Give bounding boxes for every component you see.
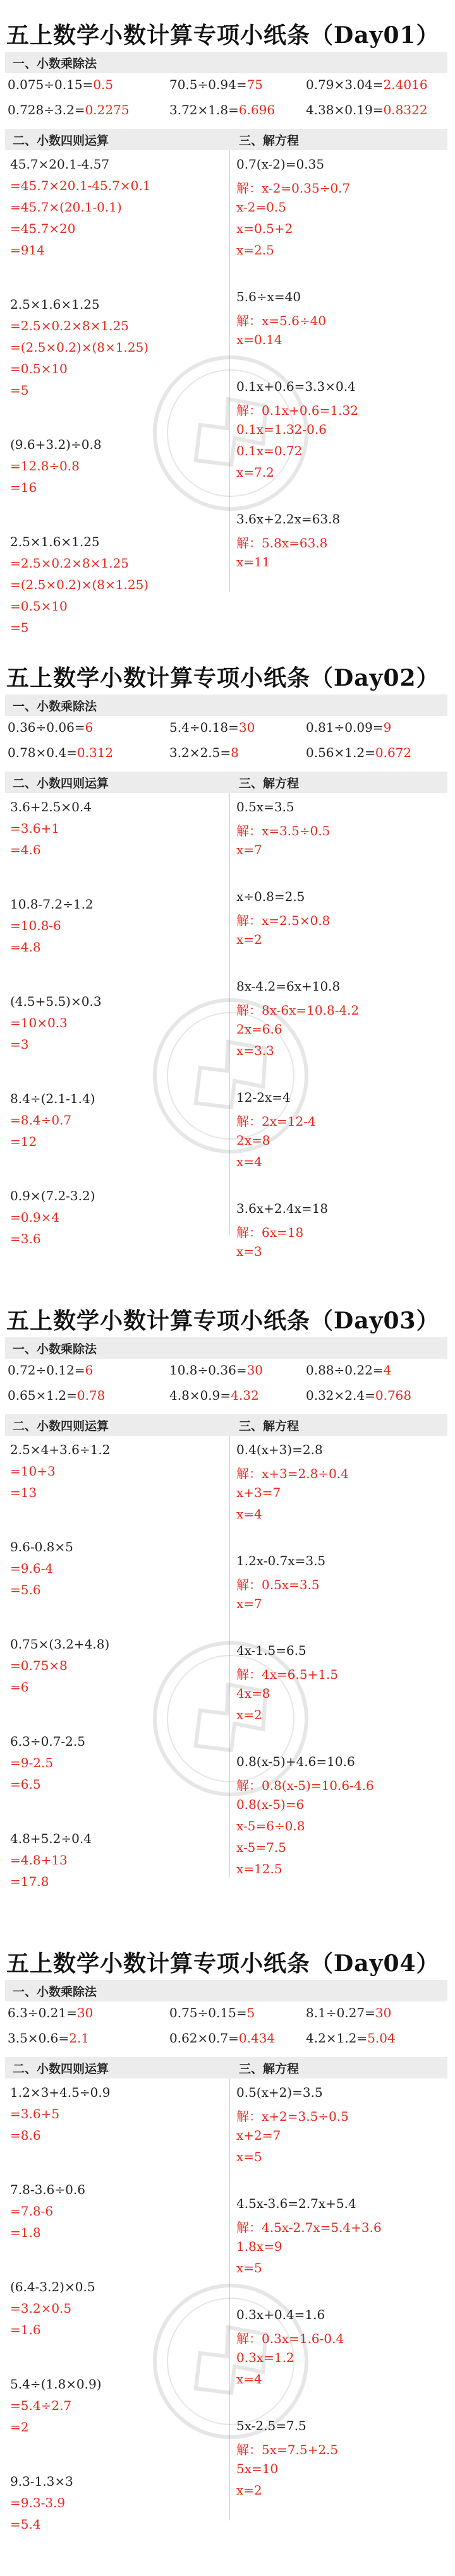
solution-step: x=4 xyxy=(236,1506,262,1522)
solution-step: =2 xyxy=(10,2419,29,2435)
solution-step: 解：x=3.5÷0.5 xyxy=(236,823,331,838)
solution-step: =10×0.3 xyxy=(10,1015,68,1030)
section-header-multiply-divide xyxy=(5,695,447,716)
solution-step: =4.8 xyxy=(10,939,41,955)
basic-problem xyxy=(8,77,113,92)
problem-text: 8.1÷0.27= xyxy=(306,2005,375,2020)
solution-step: x=5 xyxy=(236,2260,262,2275)
solution-step: x-5=6÷0.8 xyxy=(236,1818,305,1834)
problem-text: 0.1x+0.6=3.3×0.4 xyxy=(236,379,356,394)
solution-step: x-2=0.5 xyxy=(236,200,286,215)
solution-step: =9-2.5 xyxy=(10,1755,54,1770)
section-title: 一、小数乘除法 xyxy=(13,700,97,713)
solution-step: =45.7×(20.1-0.1) xyxy=(10,200,122,215)
problem-text: x÷0.8=2.5 xyxy=(236,889,305,904)
problem-answer: 0.434 xyxy=(238,2030,276,2046)
sheet-title: 五上数学小数计算专项小纸条（Day01） xyxy=(6,22,440,49)
sheet-title: 五上数学小数计算专项小纸条（Day04） xyxy=(6,1950,440,1977)
section-title: 二、小数四则运算 xyxy=(13,2062,109,2076)
section-title: 二、小数四则运算 xyxy=(13,134,109,148)
section-title: 三、解方程 xyxy=(239,2062,300,2076)
solution-step: 4x=8 xyxy=(236,1686,270,1701)
problem-answer: 4 xyxy=(383,1363,392,1378)
solution-step: =5 xyxy=(10,620,29,635)
sheet-title: 五上数学小数计算专项小纸条（Day03） xyxy=(6,1308,440,1334)
solution-step: 0.3x=1.2 xyxy=(236,2350,294,2365)
solution-step: =1.6 xyxy=(10,2322,41,2337)
problem-text: 9.3-1.3×3 xyxy=(10,2474,73,2489)
problem-text: 0.7(x-2)=0.35 xyxy=(236,157,325,172)
solution-step: =914 xyxy=(10,242,45,258)
problem-text: 0.4(x+3)=2.8 xyxy=(236,1442,323,1457)
solution-step: =45.7×20 xyxy=(10,221,76,236)
problem-text: 0.32×2.4= xyxy=(306,1388,375,1403)
solution-step: =6 xyxy=(10,1679,29,1695)
section-header-multiply-divide xyxy=(5,1980,447,2001)
basic-problem xyxy=(8,1363,93,1378)
problem-text: 8.4÷(2.1-1.4) xyxy=(10,1091,95,1106)
basic-problem xyxy=(8,2030,89,2046)
problem-answer: 0.8322 xyxy=(383,102,428,117)
column-divider xyxy=(229,2078,230,2520)
solution-step: 解：0.1x+0.6=1.32 xyxy=(236,403,358,418)
problem-text: 0.3x+0.4=1.6 xyxy=(236,2307,325,2322)
solution-step: x=2 xyxy=(236,1707,262,1722)
solution-step: =0.9×4 xyxy=(10,1210,60,1225)
solution-step: =8.6 xyxy=(10,2128,41,2143)
solution-step: x=2 xyxy=(236,2483,262,2498)
solution-step: =16 xyxy=(10,480,37,495)
solution-step: x+3=7 xyxy=(236,1485,281,1500)
solution-step: 0.1x=0.72 xyxy=(236,443,303,458)
solution-step: =3 xyxy=(10,1037,29,1052)
solution-step: =0.75×8 xyxy=(10,1658,68,1673)
solution-step: =8.4÷0.7 xyxy=(10,1112,72,1128)
basic-problem xyxy=(8,745,113,760)
problem-answer: 30 xyxy=(76,2005,94,2020)
solution-step: =3.6+1 xyxy=(10,821,60,836)
basic-problem xyxy=(8,1388,105,1403)
section-header-arithmetic-equations xyxy=(5,1414,447,1436)
solution-step: =17.8 xyxy=(10,1874,49,1889)
solution-step: 2x=8 xyxy=(236,1133,270,1148)
problem-text: 8x-4.2=6x+10.8 xyxy=(236,979,341,994)
problem-answer: 6.696 xyxy=(238,102,276,117)
solution-step: =2.5×0.2×8×1.25 xyxy=(10,318,129,333)
solution-step: 解：6x=18 xyxy=(236,1225,304,1240)
problem-answer: 30 xyxy=(375,2005,392,2020)
basic-problem xyxy=(306,2030,396,2046)
solution-step: =5.4÷2.7 xyxy=(10,2398,72,2413)
solution-step: 解：4.5x-2.7x=5.4+3.6 xyxy=(236,2220,382,2235)
solution-step: 解：x+3=2.8÷0.4 xyxy=(236,1466,349,1481)
problem-text: 7.8-3.6÷0.6 xyxy=(10,2182,85,2197)
solution-step: =6.5 xyxy=(10,1777,41,1792)
solution-step: 解：0.5x=3.5 xyxy=(236,1577,320,1592)
problem-text: 2.5×4+3.6÷1.2 xyxy=(10,1442,111,1457)
basic-problem xyxy=(169,720,255,735)
day-sheet-3 xyxy=(0,1296,455,1933)
basic-problem xyxy=(169,1363,263,1378)
section-title: 二、小数四则运算 xyxy=(13,1419,109,1433)
solution-step: =13 xyxy=(10,1485,37,1500)
problem-text: 3.6x+2.2x=63.8 xyxy=(236,511,341,527)
column-divider xyxy=(229,150,230,592)
day-sheet-2 xyxy=(0,653,455,1291)
problem-text: 4.8×0.9= xyxy=(169,1388,231,1403)
problem-answer: 2.4016 xyxy=(383,77,428,92)
solution-step: =4.8+13 xyxy=(10,1852,68,1868)
solution-step: x=2 xyxy=(236,932,262,947)
problem-text: 0.75÷0.15= xyxy=(169,2005,247,2020)
problem-text: 0.72÷0.12= xyxy=(8,1363,85,1378)
problem-text: 0.88÷0.22= xyxy=(306,1363,384,1378)
solution-step: x=3 xyxy=(236,1244,262,1259)
solution-step: =5 xyxy=(10,383,29,398)
solution-step: 解：0.8(x-5)=10.6-4.6 xyxy=(236,1778,374,1793)
basic-problem xyxy=(8,2005,93,2020)
solution-step: =7.8-6 xyxy=(10,2203,54,2219)
solution-step: 解：2x=12-4 xyxy=(236,1114,316,1129)
solution-step: x+2=7 xyxy=(236,2128,281,2143)
solution-step: 解：4x=6.5+1.5 xyxy=(236,1667,339,1682)
solution-step: 解：5x=7.5+2.5 xyxy=(236,2442,339,2457)
problem-text: 0.81÷0.09= xyxy=(306,720,384,735)
day-sheet-4 xyxy=(0,1938,455,2576)
problem-answer: 0.312 xyxy=(76,745,114,760)
basic-problem xyxy=(306,102,428,117)
problem-text: 0.5x=3.5 xyxy=(236,799,294,814)
basic-problem xyxy=(306,720,391,735)
solution-step: =3.6+5 xyxy=(10,2106,60,2121)
problem-text: 5x-2.5=7.5 xyxy=(236,2418,306,2433)
solution-step: =12.8÷0.8 xyxy=(10,458,80,474)
problem-text: 4.5x-3.6=2.7x+5.4 xyxy=(236,2196,356,2211)
solution-step: 解：x+2=3.5÷0.5 xyxy=(236,2109,349,2124)
sheet-title: 五上数学小数计算专项小纸条（Day02） xyxy=(6,665,440,691)
solution-step: 解：8x-6x=10.8-4.2 xyxy=(236,1003,360,1018)
solution-step: 解：x-2=0.35÷0.7 xyxy=(236,181,351,196)
problem-text: 0.62×0.7= xyxy=(169,2030,239,2046)
solution-step: =10.8-6 xyxy=(10,918,61,933)
basic-problem xyxy=(169,102,275,117)
problem-text: 10.8÷0.36= xyxy=(169,1363,247,1378)
basic-problem xyxy=(169,2030,275,2046)
section-title: 三、解方程 xyxy=(239,134,300,148)
solution-step: x=0.14 xyxy=(236,332,282,347)
problem-answer: 5 xyxy=(246,2005,255,2020)
day-sheet-1 xyxy=(0,10,455,648)
problem-text: 3.6+2.5×0.4 xyxy=(10,799,92,814)
problem-answer: 0.78 xyxy=(76,1388,106,1403)
solution-step: x=2.5 xyxy=(236,242,274,258)
solution-step: 0.8(x-5)=6 xyxy=(236,1797,305,1812)
problem-text: 0.5(x+2)=3.5 xyxy=(236,2085,323,2100)
problem-text: 0.78×0.4= xyxy=(8,745,77,760)
problem-text: 45.7×20.1-4.57 xyxy=(10,157,110,172)
problem-text: 5.4÷0.18= xyxy=(169,720,239,735)
basic-problem xyxy=(169,745,239,760)
problem-text: 1.2×3+4.5÷0.9 xyxy=(10,2085,111,2100)
problem-text: 4.2×1.2= xyxy=(306,2030,368,2046)
basic-problem xyxy=(306,745,411,760)
basic-problem xyxy=(306,2005,391,2020)
problem-text: 4.8+5.2÷0.4 xyxy=(10,1831,92,1846)
problem-answer: 2.1 xyxy=(69,2030,89,2046)
basic-problem xyxy=(8,102,130,117)
solution-step: =12 xyxy=(10,1134,37,1149)
problem-text: 3.6x+2.4x=18 xyxy=(236,1201,329,1216)
section-title: 一、小数乘除法 xyxy=(13,1342,97,1356)
problem-answer: 0.768 xyxy=(375,1388,412,1403)
solution-step: =3.6 xyxy=(10,1231,41,1246)
section-header-arithmetic-equations xyxy=(5,772,447,793)
problem-text: 0.075÷0.15= xyxy=(8,77,94,92)
solution-step: 2x=6.6 xyxy=(236,1022,282,1037)
problem-answer: 0.2275 xyxy=(85,102,130,117)
problem-text: 10.8-7.2÷1.2 xyxy=(10,897,94,912)
problem-text: 0.75×(3.2+4.8) xyxy=(10,1637,110,1652)
solution-step: =1.8 xyxy=(10,2225,41,2240)
section-title: 一、小数乘除法 xyxy=(13,1985,97,1999)
solution-step: =4.6 xyxy=(10,842,41,857)
problem-text: 70.5÷0.94= xyxy=(169,77,247,92)
problem-answer: 6 xyxy=(85,1363,94,1378)
problem-text: 3.72×1.8= xyxy=(169,102,239,117)
basic-problem xyxy=(306,1388,411,1403)
solution-step: 解：x=5.6÷40 xyxy=(236,313,327,328)
problem-text: (4.5+5.5)×0.3 xyxy=(10,994,102,1009)
column-divider xyxy=(229,1436,230,1878)
solution-step: x=4 xyxy=(236,2371,262,2387)
solution-step: =9.6-4 xyxy=(10,1561,54,1576)
solution-step: =2.5×0.2×8×1.25 xyxy=(10,556,129,571)
problem-text: 2.5×1.6×1.25 xyxy=(10,534,100,549)
problem-text: 5.6÷x=40 xyxy=(236,289,301,304)
problem-answer: 8 xyxy=(231,745,239,760)
problem-text: 1.2x-0.7x=3.5 xyxy=(236,1553,326,1568)
basic-problem xyxy=(306,1363,391,1378)
solution-step: 1.8x=9 xyxy=(236,2239,282,2254)
problem-text: 6.3÷0.21= xyxy=(8,2005,77,2020)
problem-text: 9.6-0.8×5 xyxy=(10,1539,73,1554)
problem-answer: 4.32 xyxy=(231,1388,259,1403)
problem-text: 0.36÷0.06= xyxy=(8,720,85,735)
problem-text: (6.4-3.2)×0.5 xyxy=(10,2279,95,2294)
solution-step: =10+3 xyxy=(10,1464,56,1479)
solution-step: x-5=7.5 xyxy=(236,1840,286,1855)
section-header-multiply-divide xyxy=(5,52,447,73)
problem-text: 0.8(x-5)+4.6=10.6 xyxy=(236,1754,355,1769)
solution-step: 解：5.8x=63.8 xyxy=(236,535,328,551)
solution-step: =0.5×10 xyxy=(10,599,68,614)
basic-problem xyxy=(306,77,428,92)
problem-answer: 0.672 xyxy=(375,745,412,760)
problem-text: (9.6+3.2)÷0.8 xyxy=(10,437,102,452)
basic-problem xyxy=(169,1388,259,1403)
problem-text: 0.79×3.04= xyxy=(306,77,384,92)
problem-answer: 30 xyxy=(238,720,255,735)
solution-step: =5.6 xyxy=(10,1582,41,1597)
solution-step: =9.3-3.9 xyxy=(10,2495,66,2510)
solution-step: 0.1x=1.32-0.6 xyxy=(236,422,327,437)
section-title: 三、解方程 xyxy=(239,777,300,790)
solution-step: =5.4 xyxy=(10,2517,41,2532)
section-header-arithmetic-equations xyxy=(5,2057,447,2078)
solution-step: =3.2×0.5 xyxy=(10,2301,72,2316)
solution-step: 5x=10 xyxy=(236,2461,279,2476)
solution-step: 解：0.3x=1.6-0.4 xyxy=(236,2331,344,2346)
problem-text: 3.2×2.5= xyxy=(169,745,231,760)
problem-text: 12-2x=4 xyxy=(236,1090,291,1105)
solution-step: =0.5×10 xyxy=(10,361,68,376)
solution-step: =(2.5×0.2)×(8×1.25) xyxy=(10,577,149,592)
solution-step: x=3.3 xyxy=(236,1043,274,1058)
problem-answer: 5.04 xyxy=(367,2030,396,2046)
problem-answer: 0.5 xyxy=(93,77,114,92)
solution-step: x=7 xyxy=(236,1596,262,1611)
solution-step: =(2.5×0.2)×(8×1.25) xyxy=(10,340,149,355)
solution-step: x=11 xyxy=(236,554,270,569)
solution-step: x=7.2 xyxy=(236,465,274,480)
section-title: 一、小数乘除法 xyxy=(13,57,97,71)
problem-answer: 6 xyxy=(85,720,94,735)
problem-text: 0.728÷3.2= xyxy=(8,102,85,117)
basic-problem xyxy=(8,720,93,735)
problem-answer: 75 xyxy=(246,77,264,92)
solution-step: =45.7×20.1-45.7×0.1 xyxy=(10,178,151,193)
section-title: 三、解方程 xyxy=(239,1419,300,1433)
problem-text: 5.4÷(1.8×0.9) xyxy=(10,2376,102,2392)
solution-step: x=12.5 xyxy=(236,1861,282,1876)
problem-text: 0.9×(7.2-3.2) xyxy=(10,1188,95,1203)
solution-step: 解：x=2.5×0.8 xyxy=(236,913,331,928)
problem-text: 2.5×1.6×1.25 xyxy=(10,297,100,312)
section-header-multiply-divide xyxy=(5,1337,447,1359)
problem-answer: 30 xyxy=(246,1363,264,1378)
basic-problem xyxy=(169,2005,255,2020)
problem-text: 0.56×1.2= xyxy=(306,745,375,760)
problem-answer: 9 xyxy=(383,720,392,735)
problem-text: 6.3÷0.7-2.5 xyxy=(10,1734,85,1749)
section-title: 二、小数四则运算 xyxy=(13,777,109,790)
problem-text: 4x-1.5=6.5 xyxy=(236,1643,306,1658)
solution-step: x=4 xyxy=(236,1154,262,1169)
basic-problem xyxy=(169,77,263,92)
column-divider xyxy=(229,793,230,1235)
solution-step: x=5 xyxy=(236,2149,262,2164)
section-header-arithmetic-equations xyxy=(5,129,447,150)
solution-step: x=0.5+2 xyxy=(236,221,293,236)
solution-step: x=7 xyxy=(236,842,262,857)
problem-text: 0.65×1.2= xyxy=(8,1388,77,1403)
problem-text: 4.38×0.19= xyxy=(306,102,384,117)
problem-text: 3.5×0.6= xyxy=(8,2030,70,2046)
